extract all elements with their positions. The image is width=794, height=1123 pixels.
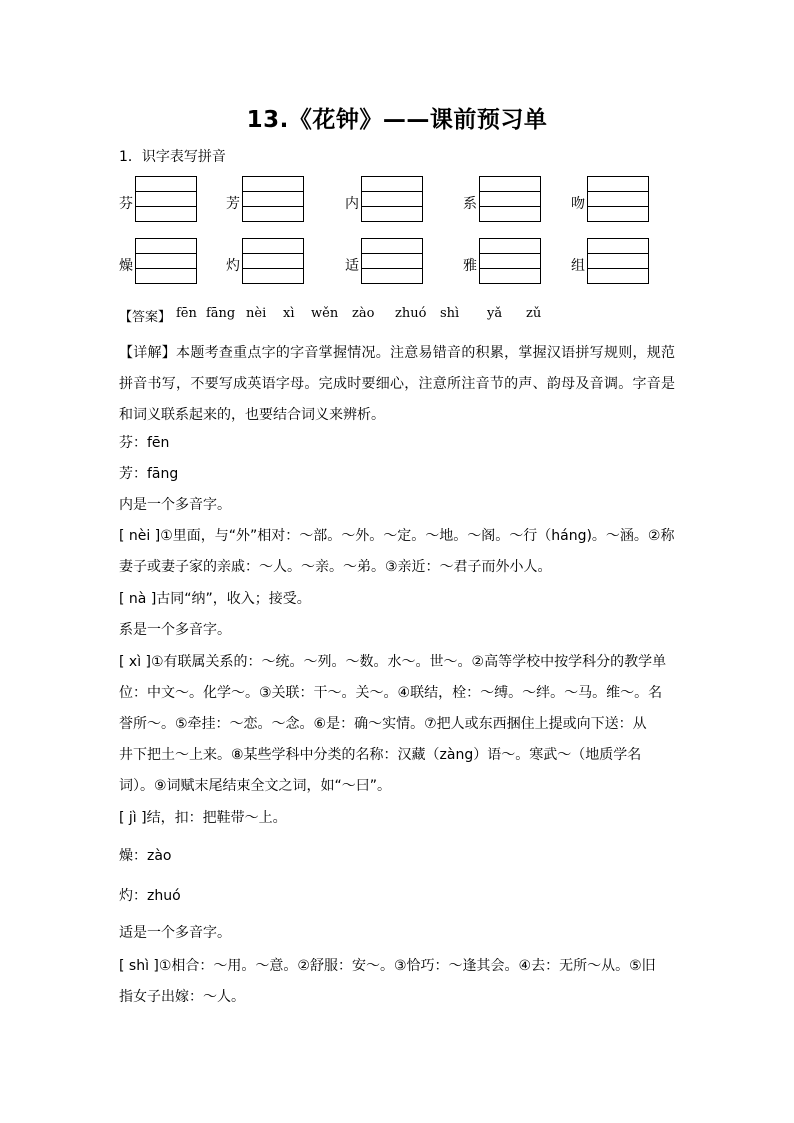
grid-character: 雅 (463, 258, 477, 274)
answer-pinyin: wěn (311, 306, 339, 321)
line-nei-intro: 内是一个多音字。 (119, 497, 231, 513)
grid-character: 组 (571, 258, 585, 274)
line-shi-def-1: [ shì ]①相合：～用。～意。②舒服：安～。③恰巧：～逢其会。④去：无所～从。⑤旧 (119, 958, 656, 974)
line-xi-def-2: 位：中文～。化学～。③关联：干～。关～。④联结，栓：～缚。～绊。～马。维～。名 (119, 685, 663, 701)
pinyin-writing-box[interactable] (587, 176, 649, 222)
grid-character: 芳 (226, 196, 240, 212)
answer-pinyin: nèi (246, 306, 267, 321)
answer-label: 【答案】 (119, 310, 172, 325)
grid-character: 系 (463, 196, 477, 212)
line-xi-def-5: 词）。⑨词赋末尾结束全文之词，如“～曰”。 (119, 778, 392, 794)
grid-character: 芬 (119, 196, 133, 212)
line-fang: 芳：fāng (119, 466, 179, 482)
pinyin-writing-box[interactable] (242, 176, 304, 222)
line-xi-def-3: 誉所～。⑤牵挂：～恋。～念。⑥是：确～实情。⑦把人或东西捆住上提或向下送：从 (119, 716, 647, 732)
pinyin-writing-box[interactable] (361, 238, 423, 284)
answer-pinyin: zǔ (526, 306, 542, 321)
line-nei-na: [ nà ]古同“纳”，收入；接受。 (119, 591, 311, 607)
line-xi-intro: 系是一个多音字。 (119, 622, 231, 638)
answer-pinyin: zhuó (395, 306, 427, 321)
line-xi-def-1: [ xì ]①有联属关系的：～统。～列。～数。水～。世～。②高等学校中按学科分的教学单 (119, 654, 667, 670)
line-nei-def-2: 妻子或妻子家的亲戚：～人。～亲。～弟。③亲近：～君子而外小人。 (119, 559, 552, 575)
line-nei-def-1: [ nèi ]①里面，与“外”相对：～部。～外。～定。～地。～阁。～行（háng)。～涵。②称 (119, 528, 675, 544)
line-shi-intro: 适是一个多音字。 (119, 925, 231, 941)
answer-row (119, 306, 542, 325)
pinyin-writing-box[interactable] (479, 238, 541, 284)
line-shi-def-2: 指女子出嫁：～人。 (119, 989, 245, 1005)
pinyin-writing-box[interactable] (135, 176, 197, 222)
answer-pinyin: xì (283, 306, 295, 321)
pinyin-writing-box[interactable] (135, 238, 197, 284)
page-title: 13.《花钟》——课前预习单 (246, 107, 548, 133)
grid-character: 内 (345, 196, 359, 212)
question-1-heading: 1．识字表写拼音 (119, 149, 226, 165)
answer-pinyin: yǎ (487, 306, 503, 321)
pinyin-writing-box[interactable] (361, 176, 423, 222)
answer-pinyin: shì (440, 306, 460, 321)
explanation-paragraph: 【详解】本题考查重点字的字音掌握情况。注意易错音的积累，掌握汉语拼写规则，规范拼音书写，不要写成英语字母。完成时要细心，注意所注音节的声、韵母及音调。字音是和词义联系起来的，也要结合词义来辨析。 (119, 345, 675, 423)
line-xi-ji: [ jì ]结，扣：把鞋带～上。 (119, 810, 287, 826)
line-fen: 芬：fēn (119, 435, 170, 451)
pinyin-writing-box[interactable] (587, 238, 649, 284)
line-xi-def-4: 井下把土～上来。⑧某些学科中分类的名称：汉藏（zàng）语～。寒武～（地质学名 (119, 747, 642, 763)
pinyin-writing-box[interactable] (242, 238, 304, 284)
line-zao: 燥：zào (119, 848, 172, 864)
answer-pinyin: zào (352, 306, 375, 321)
answer-pinyin: fāng (206, 306, 236, 321)
line-zhuo: 灼：zhuó (119, 888, 181, 904)
grid-character: 燥 (119, 258, 133, 274)
pinyin-writing-box[interactable] (479, 176, 541, 222)
grid-character: 适 (345, 258, 359, 274)
grid-character: 吻 (571, 196, 585, 212)
grid-character: 灼 (226, 258, 240, 274)
answer-pinyin: fēn (176, 306, 197, 321)
